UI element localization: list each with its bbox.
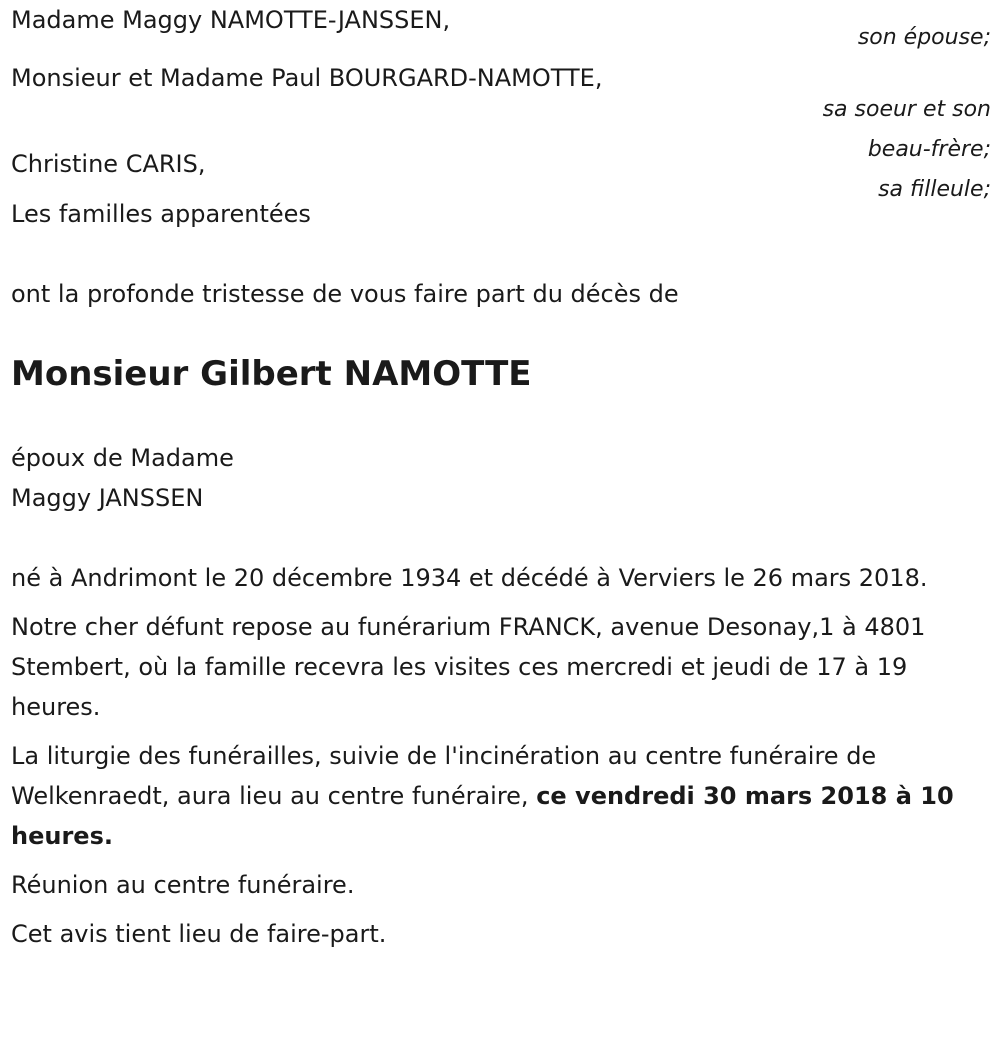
family-relation: beau-frère;: [867, 137, 991, 162]
family-name: Monsieur et Madame Paul BOURGARD-NAMOTTE,: [11, 64, 603, 92]
family-relation: sa soeur et son: [822, 97, 991, 122]
notice-paragraph: Cet avis tient lieu de faire-part.: [11, 920, 387, 948]
family-name: Les familles apparentées: [11, 200, 311, 228]
family-name: Christine CARIS,: [11, 150, 206, 178]
spouse-line: époux de Madame: [11, 444, 234, 472]
liturgy-text: La liturgie des funérailles, suivie de l'incinération au centre funéraire de Welkenraedt, aura lieu au centre funéraire,: [11, 742, 877, 810]
family-name: Madame Maggy NAMOTTE-JANSSEN,: [11, 6, 451, 34]
liturgy-paragraph: [11, 736, 991, 856]
family-relation: son épouse;: [857, 25, 991, 50]
obituary-document: [11, 0, 991, 963]
family-relation-row: [11, 26, 991, 48]
liturgy-date: ce vendredi 30 mars 2018 à 10 heures.: [11, 782, 954, 850]
birth-death-paragraph: né à Andrimont le 20 décembre 1934 et décédé à Verviers le 26 mars 2018.: [11, 564, 928, 592]
visitation-paragraph: Notre cher défunt repose au funérarium FRANCK, avenue Desonay,1 à 4801 Stembert, où la famille recevra les visites ces mercredi et jeudi de 17 à 19 heures.: [11, 613, 926, 721]
family-entry: [11, 194, 991, 234]
announcement-text: ont la profonde tristesse de vous faire part du décès de: [11, 280, 679, 308]
family-relation: sa filleule;: [878, 177, 991, 202]
spouse-line: Maggy JANSSEN: [11, 484, 204, 512]
deceased-name: Monsieur Gilbert NAMOTTE: [11, 354, 532, 394]
meeting-paragraph: Réunion au centre funéraire.: [11, 871, 355, 899]
